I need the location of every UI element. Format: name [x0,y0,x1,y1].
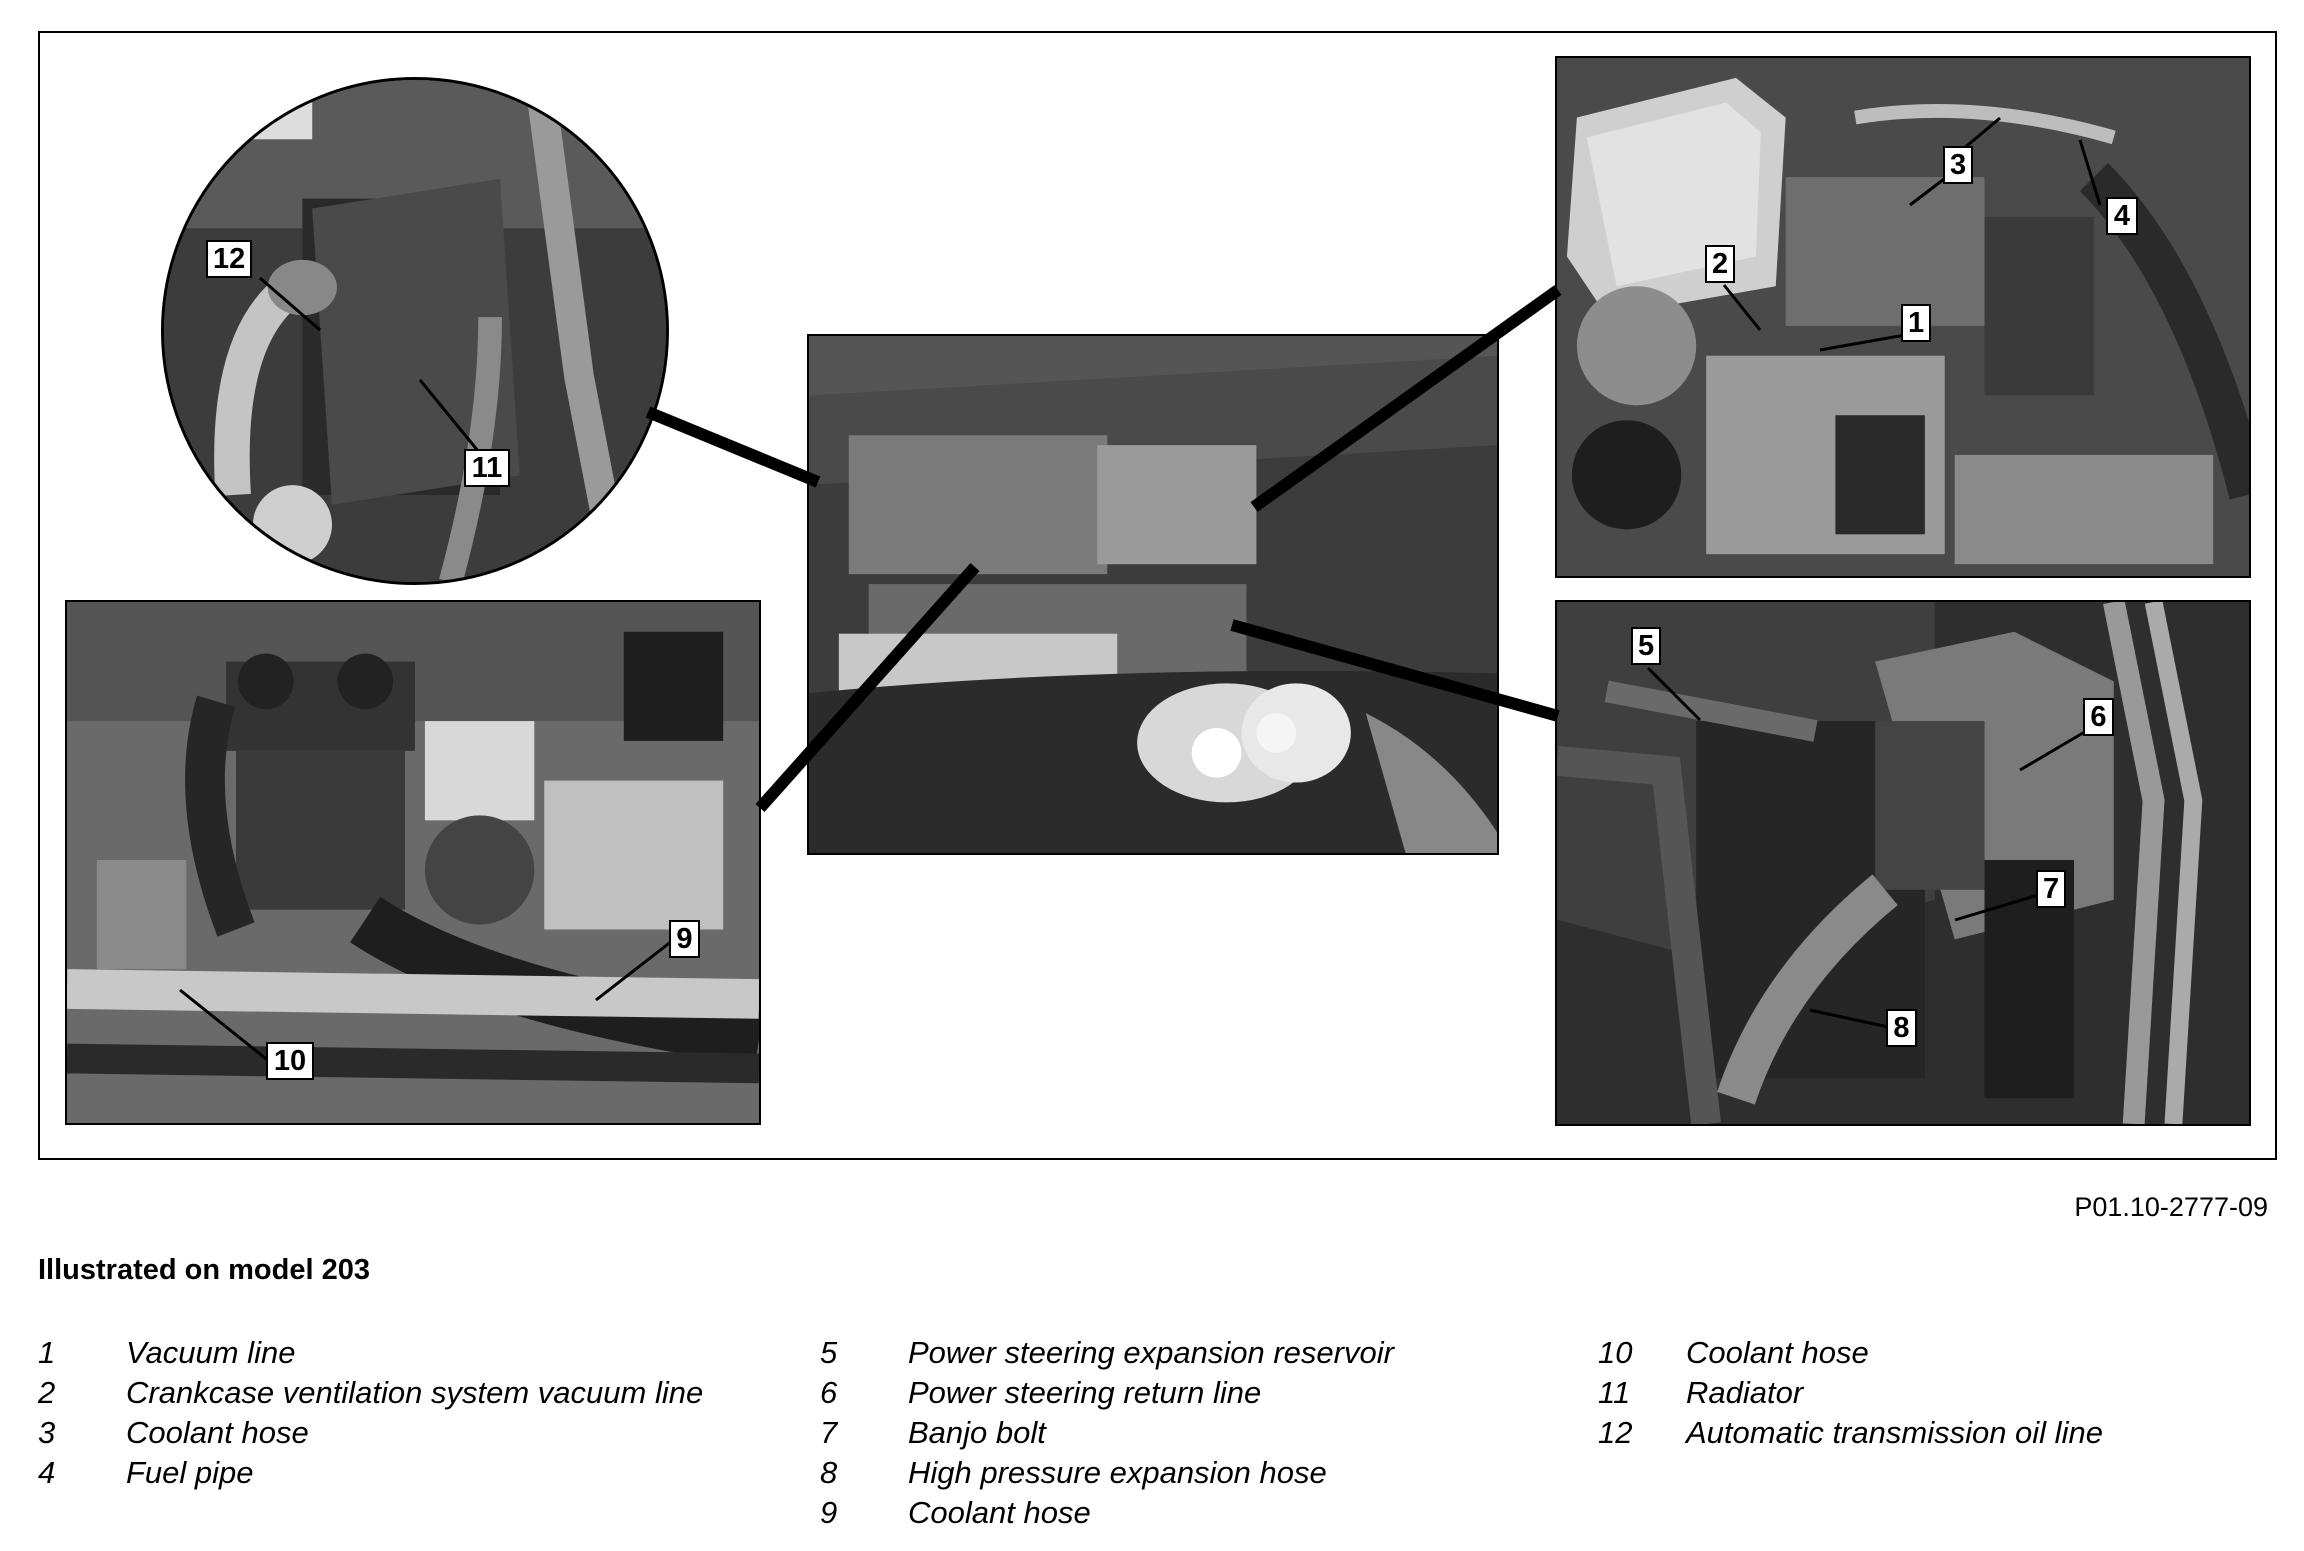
callout-6: 6 [2083,698,2114,736]
legend-item [820,1493,1394,1533]
callout-1: 1 [1901,304,1931,342]
callout-3: 3 [1943,146,1973,184]
callout-7: 7 [2036,870,2066,908]
legend-item-number: 3 [38,1415,56,1450]
legend-item [38,1413,766,1453]
legend-item [38,1333,766,1373]
legend-item [820,1413,1394,1453]
legend-item-number: 2 [38,1375,56,1410]
callout-8: 8 [1886,1009,1917,1047]
callout-2: 2 [1705,245,1735,283]
legend-item-text: High pressure expansion hose [908,1455,1327,1490]
legend-column-1 [38,1333,766,1493]
legend-item-text: Vacuum line [126,1335,296,1370]
callout-12: 12 [206,240,252,278]
legend-item-text: Crankcase ventilation system vacuum line [126,1375,704,1410]
legend-item-text: Radiator [1686,1375,1804,1410]
legend-item [820,1453,1394,1493]
callout-10: 10 [266,1042,314,1080]
callout-5: 5 [1631,627,1661,665]
callout-11: 11 [464,449,510,487]
legend-item [1598,1413,2103,1453]
figure-code: P01.10-2777-09 [2074,1192,2268,1222]
legend-item [1598,1333,2103,1373]
legend-item [820,1373,1394,1413]
legend-item-text: Coolant hose [908,1495,1091,1530]
bottom-left-detail-photo [65,600,761,1125]
legend-item [1598,1373,2103,1413]
legend-item-text: Coolant hose [126,1415,309,1450]
legend-item-number: 10 [1598,1335,1633,1370]
circular-detail-photo [161,77,669,585]
legend-item [38,1453,766,1493]
legend-item [38,1373,766,1413]
legend-item-number: 6 [820,1375,838,1410]
legend-item [820,1333,1394,1373]
legend-item-number: 8 [820,1455,838,1490]
legend-item-number: 12 [1598,1415,1633,1450]
bottom-right-detail-photo [1555,600,2251,1126]
legend-item-number: 7 [820,1415,838,1450]
legend-item-text: Power steering expansion reservoir [908,1335,1394,1370]
legend-item-number: 9 [820,1495,838,1530]
legend-item-number: 1 [38,1335,56,1370]
callout-9: 9 [669,920,700,958]
legend-item-number: 11 [1598,1375,1631,1410]
figure-caption: Illustrated on model 203 [38,1254,370,1286]
legend-item-text: Automatic transmission oil line [1686,1415,2103,1450]
legend-item-text: Coolant hose [1686,1335,1869,1370]
legend-item-text: Fuel pipe [126,1455,254,1490]
legend-column-3 [1598,1333,2103,1453]
callout-4: 4 [2106,197,2138,235]
legend-item-number: 4 [38,1455,56,1490]
legend-item-text: Banjo bolt [908,1415,1046,1450]
legend-column-2 [820,1333,1394,1533]
engine-bay-overview-photo [807,334,1499,855]
legend-item-text: Power steering return line [908,1375,1262,1410]
legend-item-number: 5 [820,1335,838,1370]
